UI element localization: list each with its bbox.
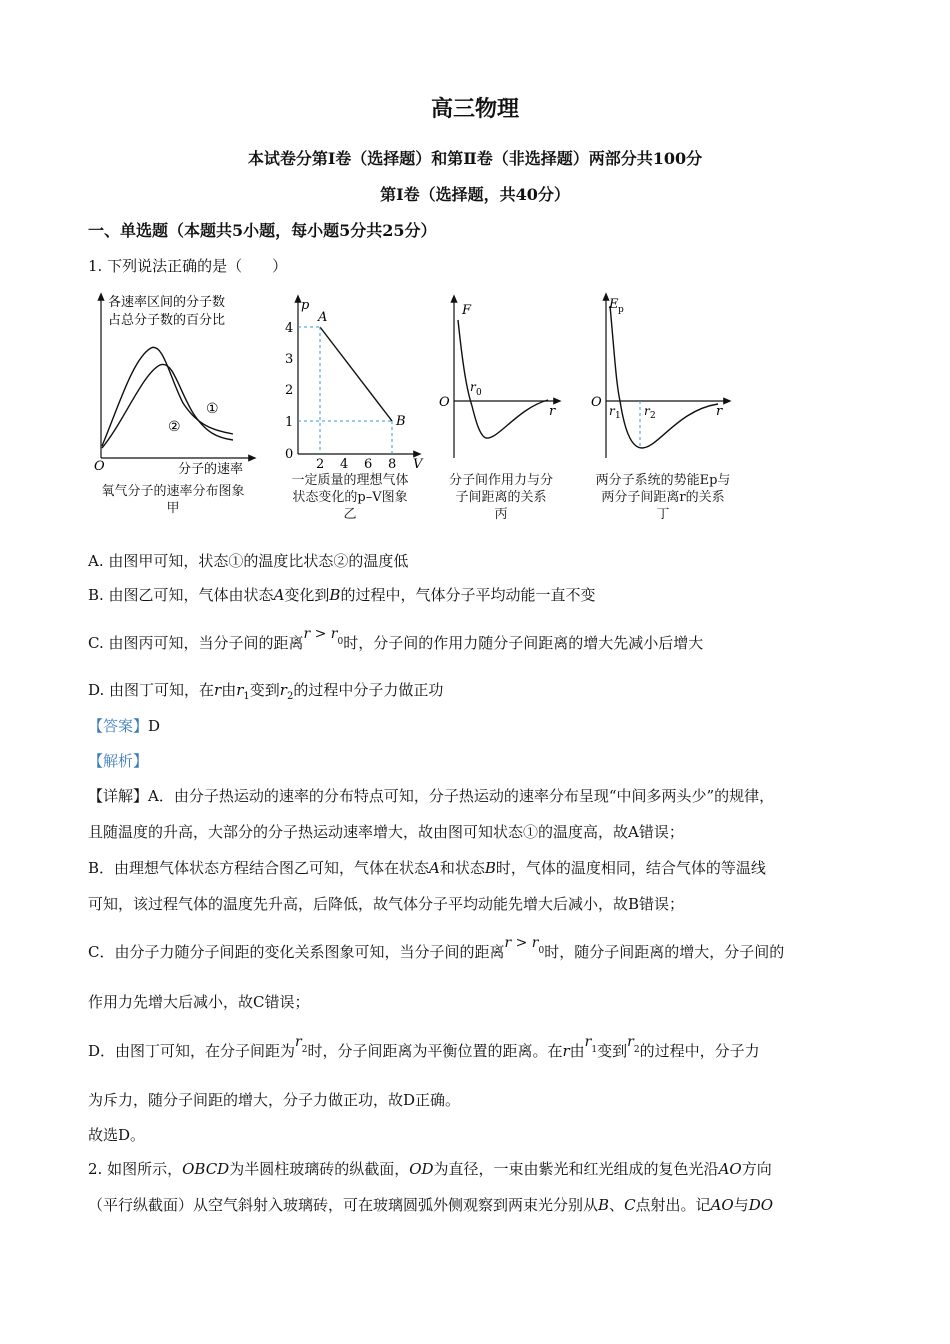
q1-option-b (88, 584, 868, 606)
detail-5-sub: 0 (538, 946, 545, 956)
q1-option-a: A. 由图甲可知，状态①的温度比状态②的温度低 (88, 552, 409, 570)
yi-point-b: B (396, 414, 406, 429)
q1-option-d (88, 679, 868, 708)
q1-analysis-label: 【解析】 (88, 752, 149, 770)
ding-ylabel-sub: p (618, 305, 624, 315)
option-c-text-1: C. 由图丙可知，当分子间的距离 (88, 634, 304, 652)
answer-value: D (148, 717, 161, 735)
bing-xlabel: r (549, 404, 556, 419)
yi-xtick-8: 8 (388, 457, 397, 472)
bing-ylabel: F (462, 303, 472, 318)
jia-ylabel-1: 各速率区间的分子数 (108, 295, 226, 310)
yi-process-line (320, 327, 392, 421)
graph-ding (591, 296, 728, 458)
ding-caption-line1: 两分子系统的势能Ep与 (595, 473, 731, 488)
yi-point-a: A (318, 310, 328, 325)
option-d-text-4: 的过程中分子力做正功 (293, 681, 444, 699)
q2-ao-2: AO (710, 1196, 734, 1214)
option-b-text-1: B. 由图乙可知，气体由状态 (88, 586, 274, 604)
q1-detail-2: 且随温度的升高，大部分的分子热运动速率增大，故由图可知状态①的温度高，故A错误； (88, 823, 684, 841)
detail-7-text-4: 变到 (597, 1042, 628, 1060)
yi-ytick-1: 1 (285, 415, 294, 430)
q1-option-c (88, 626, 868, 661)
q2-line1-text-1: 2. 如图所示， (88, 1160, 183, 1178)
q2-line2-text-1: （平行纵截面）从空气斜射入玻璃砖，可在玻璃圆弧外侧观察到两束光分别从 (88, 1196, 599, 1214)
detail-3-text-3: 时，气体的温度相同，结合气体的等温线 (495, 859, 766, 877)
option-d-text-1: D. 由图丁可知，在 (88, 681, 215, 699)
jia-origin: O (94, 459, 105, 474)
q2-line-1 (88, 1158, 868, 1180)
graph-jia (94, 294, 253, 477)
option-b-b: B (329, 586, 341, 604)
option-d-r1-sub: 1 (243, 691, 250, 702)
yi-ylabel: p (301, 298, 310, 313)
detail-7-r: r (562, 1042, 570, 1060)
detail-7-r1: r (584, 1034, 592, 1050)
yi-xlabel: V (413, 457, 423, 472)
option-d-text-3: 变到 (249, 681, 280, 699)
ding-ylabel: E (609, 297, 619, 312)
q1-detail-7 (88, 1034, 868, 1069)
yi-caption-line2: 状态变化的p–V图象 (292, 490, 408, 505)
q1-detail-1: 【详解】A．由分子热运动的速率的分布特点可知，分子热运动的速率分布呈现“中间多两头少”的规律， (88, 787, 775, 805)
option-b-a: A (273, 586, 285, 604)
bing-origin: O (439, 395, 450, 410)
detail-3-text-2: 和状态 (439, 859, 485, 877)
section1-heading: 一、单选题（本题共5小题，每小题5分共25分） (88, 221, 437, 240)
option-b-text-2: 变化到 (284, 586, 330, 604)
option-d-r2: r (279, 681, 287, 699)
detail-7-r2b: r (627, 1034, 634, 1050)
q2-line2-sep: 、 (609, 1196, 625, 1214)
jia-xlabel: 分子的速率 (178, 462, 244, 477)
detail-7-text-3: 由 (569, 1042, 585, 1060)
q2-do: DO (748, 1196, 774, 1214)
q1-answer (88, 715, 868, 737)
q1-stem: 1. 下列说法正确的是（ ） (88, 257, 288, 275)
answer-label: 【答案】 (88, 717, 149, 735)
ding-r2: r (644, 404, 650, 418)
option-d-text-2: 由 (221, 681, 237, 699)
q2-ao: AO (718, 1160, 742, 1178)
q2-c: C (624, 1196, 636, 1214)
ding-caption (588, 472, 738, 523)
detail-3-text-1: B．由理想气体状态方程结合图乙可知，气体在状态 (88, 859, 430, 877)
graph-yi (285, 298, 424, 472)
yi-caption-line3: 乙 (343, 507, 357, 522)
yi-xtick-4: 4 (340, 457, 349, 472)
q1-figure (88, 288, 778, 530)
page-title: 高三物理 (430, 96, 519, 122)
q2-line1-text-2: 为半圆柱玻璃砖的纵截面， (229, 1160, 410, 1178)
detail-3-b: B (484, 859, 496, 877)
jia-caption-line1: 氧气分子的速率分布图象 (101, 484, 245, 499)
detail-5-text-1: C．由分子力随分子间距的变化关系图象可知，当分子间的距离 (88, 943, 505, 961)
yi-caption-line1: 一定质量的理想气体 (291, 473, 409, 488)
q2-line1-text-4: 方向 (741, 1160, 772, 1178)
ding-origin: O (591, 395, 602, 410)
option-c-text-2: 时，分子间的作用力随分子间距离的增大先减小后增大 (343, 634, 704, 652)
q2-line2-text-3: 与 (733, 1196, 749, 1214)
jia-curve1-label: ① (206, 401, 219, 417)
bing-caption-line1: 分子间作用力与分 (448, 473, 553, 488)
detail-7-r2-sub: 2 (301, 1045, 308, 1055)
ding-r1: r (609, 404, 615, 418)
bing-caption-line2: 子间距离的关系 (455, 490, 547, 505)
yi-xtick-2: 2 (316, 457, 325, 472)
q2-od: OD (409, 1160, 434, 1178)
exam-subtitle: 本试卷分第Ⅰ卷（选择题）和第Ⅱ卷（非选择题）两部分共100分 (247, 149, 703, 168)
detail-7-text-5: 的过程中，分子力 (639, 1042, 760, 1060)
yi-ytick-0: 0 (285, 447, 294, 462)
ding-caption-line2: 两分子间距离r的关系 (601, 490, 725, 505)
jia-caption-line2: 甲 (166, 501, 180, 516)
q1-detail-3 (88, 857, 868, 879)
q2-line-2 (88, 1194, 868, 1216)
bing-r0-sub: 0 (476, 388, 482, 398)
part1-title: 第I卷（选择题，共40分） (380, 185, 570, 204)
ding-caption-line3: 丁 (656, 507, 670, 522)
detail-7-r2: r (295, 1034, 302, 1050)
q2-line1-text-3: 为直径，一束由紫光和红光组成的复色光沿 (433, 1160, 719, 1178)
option-b-text-3: 的过程中，气体分子平均动能一直不变 (340, 586, 596, 604)
yi-ytick-3: 3 (285, 352, 294, 367)
yi-ytick-2: 2 (285, 383, 294, 398)
option-c-sub: 0 (337, 637, 344, 647)
bing-caption (436, 472, 566, 523)
option-d-r2-sub: 2 (286, 691, 294, 702)
option-c-math: r > r (303, 626, 338, 642)
detail-7-text-2: 时，分子间距离为平衡位置的距离。在 (307, 1042, 563, 1060)
jia-caption (88, 483, 258, 517)
detail-7-r2b-sub: 2 (633, 1045, 640, 1055)
graph-bing (439, 298, 558, 458)
q1-conclusion: 故选D。 (88, 1126, 146, 1144)
yi-ytick-4: 4 (285, 321, 294, 336)
detail-5-math: r > r (504, 935, 539, 951)
detail-7-text-1: D．由图丁可知，在分子间距为 (88, 1042, 296, 1060)
detail-3-a: A (429, 859, 440, 877)
bing-r0: r (470, 380, 476, 394)
q2-obcd: OBCD (182, 1160, 230, 1178)
ding-r2-sub: 2 (650, 411, 656, 421)
q1-detail-6: 作用力先增大后减小，故C错误； (88, 993, 310, 1011)
detail-7-r1-sub: 1 (591, 1045, 598, 1055)
jia-ylabel-2: 占总分子数的百分比 (108, 313, 226, 328)
q1-detail-8: 为斥力，随分子间距的增大，分子力做正功，故D正确。 (88, 1091, 461, 1109)
q1-detail-4: 可知，该过程气体的温度先升高，后降低，故气体分子平均动能先增大后减小，故B错误； (88, 895, 685, 913)
bing-caption-line3: 丙 (494, 507, 508, 522)
option-d-r1: r (236, 681, 244, 699)
yi-xtick-6: 6 (364, 457, 373, 472)
q2-b: B (598, 1196, 610, 1214)
detail-5-text-2: 时，随分子间距离的增大，分子间的 (544, 943, 785, 961)
ding-curve (610, 306, 718, 448)
ding-r1-sub: 1 (615, 411, 621, 421)
yi-caption (280, 472, 420, 523)
q1-detail-5 (88, 935, 868, 970)
jia-curve2-label: ② (168, 419, 181, 435)
ding-xlabel: r (716, 404, 723, 419)
q2-line2-text-2: 点射出。记 (635, 1196, 711, 1214)
option-d-r: r (214, 681, 222, 699)
